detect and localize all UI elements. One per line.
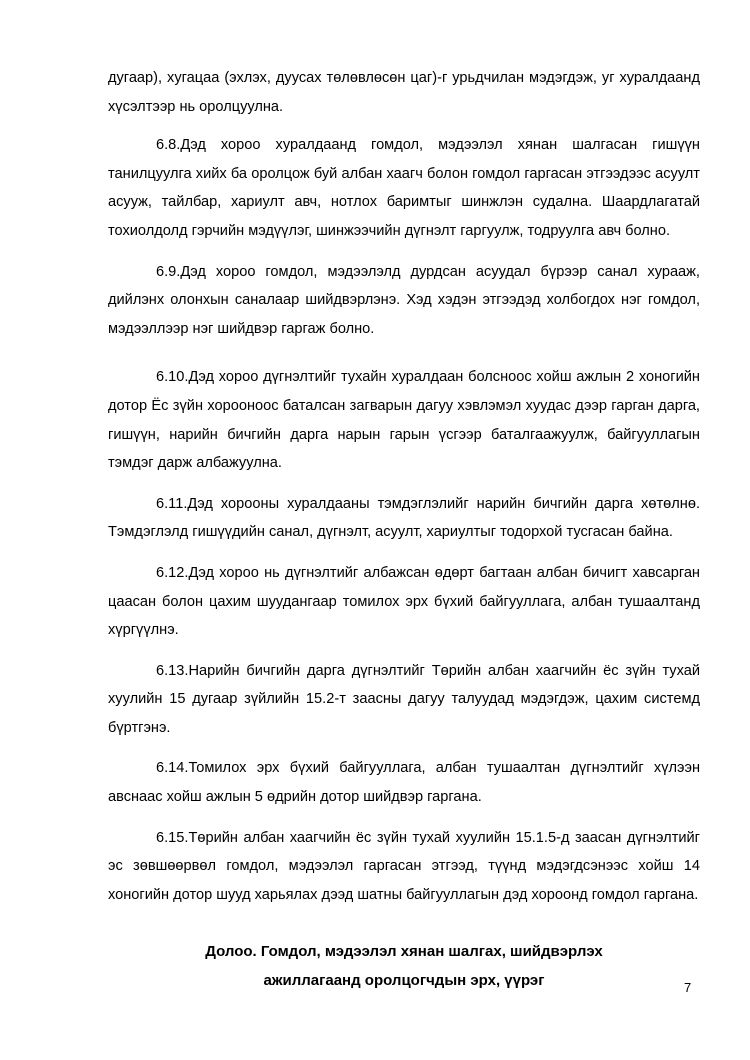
section-heading (108, 937, 700, 995)
page-number: 7 (684, 980, 692, 995)
section-heading-line-2: ажиллагаанд оролцогчдын эрх, үүрэг (263, 972, 545, 990)
paragraph-6-15: 6.15.Төрийн албан хаагчийн ёс зүйн тухай хуулийн 15.1.5-д заасан дүгнэлтийг эс зөвшөөрвөл гомдол, мэдээлэл гаргасан этгээд, түүнд мэдэгдсэнээс хойш 14 хоногийн дотор шууд харьялах дээд шатны байгууллагын дэд хороонд гомдол гаргана. (108, 829, 700, 903)
document-body (108, 64, 700, 995)
paragraph-6-13: 6.13.Нарийн бичгийн дарга дүгнэлтийг Төрийн албан хаагчийн ёс зүйн тухай хуулийн 15 дугаар зүйлийн 15.2-т заасны дагуу талуудад мэдэгдэж, цахим системд бүртгэнэ. (108, 662, 700, 736)
paragraph-6-14: 6.14.Томилох эрх бүхий байгууллага, албан тушаалтан дүгнэлтийг хүлээн авснаас хойш ажлын 5 өдрийн дотор шийдвэр гаргана. (108, 760, 700, 806)
paragraph-6-9: 6.9.Дэд хороо гомдол, мэдээлэлд дурдсан асуудал бүрээр санал хурааж, дийлэнх олонхын саналаар шийдвэрлэнэ. Хэд хэдэн этгээдэд холбогдох нэг гомдол, мэдээллээр нэг шийдвэр гаргаж болно. (108, 263, 700, 337)
paragraph-6-12: 6.12.Дэд хороо нь дүгнэлтийг албажсан өдөрт багтаан албан бичигт хавсарган цаасан болон цахим шуудангаар томилох эрх бүхий байгууллага, албан тушаалтанд хүргүүлнэ. (108, 564, 700, 639)
paragraph-6-8: 6.8.Дэд хороо хуралдаанд гомдол, мэдээлэл хянан шалгасан гишүүн танилцуулга хийх ба оролцож буй албан хаагч болон гомдол гаргасан этгээдээс асуулт асууж, тайлбар, хариулт авч, нотлох баримтыг шинжлэн судална. Шаардлагатай тохиолдолд гэрчийн мэдүүлэг, шинжээчийн дүгнэлт гаргуулж, тодруулга авч болно. (108, 137, 700, 239)
paragraph-6-11: 6.11.Дэд хорооны хуралдааны тэмдэглэлийг нарийн бичгийн дарга хөтөлнө. Тэмдэглэлд гишүүдийн санал, дүгнэлт, асуулт, хариултыг тодорхой тусгасан байна. (108, 495, 700, 541)
section-heading-line-1: Долоо. Гомдол, мэдээлэл хянан шалгах, шийдвэрлэх (205, 943, 603, 961)
paragraph-continuation: дугаар), хугацаа (эхлэх, дуусах төлөвлөсөн цаг)-г урьдчилан мэдэгдэж, уг хуралдаанд хүсэлтээр нь оролцуулна. (108, 70, 700, 115)
paragraph-6-10: 6.10.Дэд хороо дүгнэлтийг тухайн хуралдаан болсноос хойш ажлын 2 хоногийн дотор Ёс зүйн хорооноос баталсан загварын дагуу хэвлэмэл хуудас дээр гарган дарга, гишүүн, нарийн бичгийн дарга нарын гарын үсгээр баталгаажуулж, байгууллагын тэмдэг дарж албажуулна. (108, 369, 700, 472)
